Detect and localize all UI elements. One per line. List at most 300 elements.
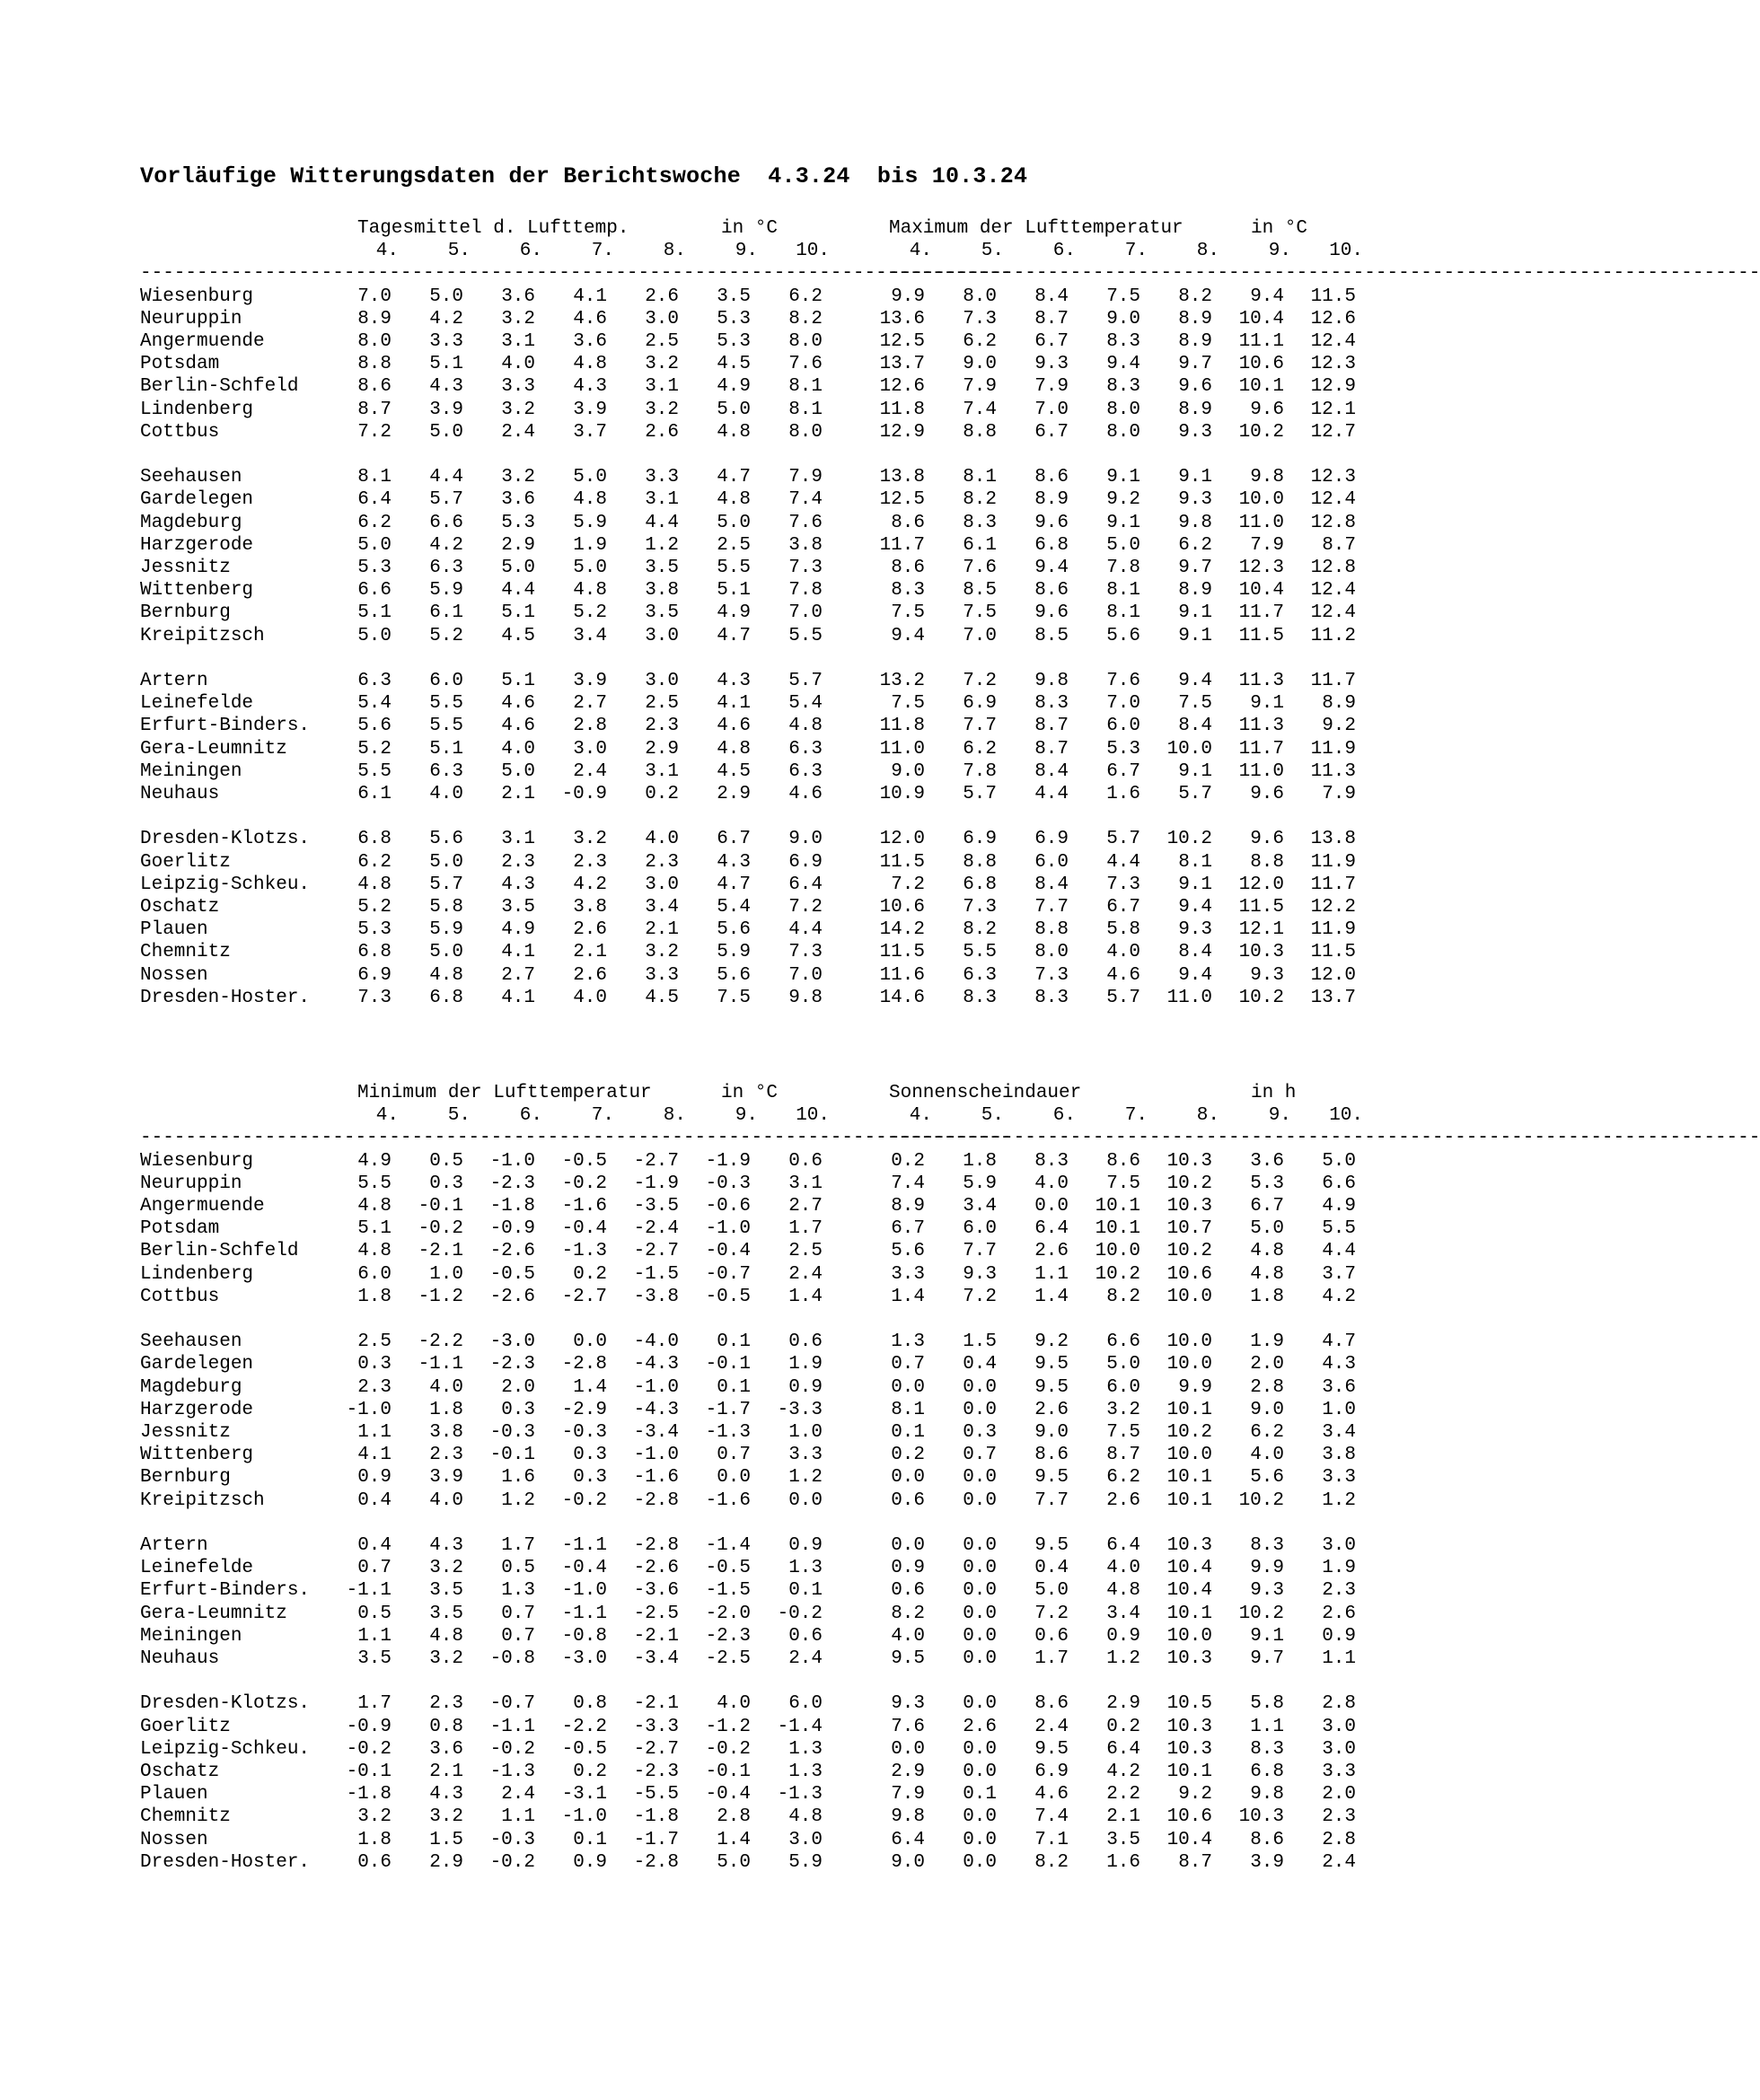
value-cell: 0.0	[963, 1829, 997, 1850]
value-cell: 12.5	[879, 331, 925, 352]
value-cell: 2.3	[645, 716, 679, 737]
table-row	[0, 760, 1485, 783]
value-cell: 8.7	[1034, 308, 1069, 329]
value-cell: -2.6	[489, 1241, 535, 1262]
value-cell: 6.9	[963, 829, 997, 850]
value-cell: 10.3	[1166, 1196, 1212, 1217]
value-cell: 12.0	[879, 829, 925, 850]
station-name: Neuruppin	[140, 1173, 242, 1194]
value-cell: 9.1	[1250, 1625, 1284, 1647]
value-cell: 0.8	[429, 1716, 463, 1737]
value-cell: 2.3	[357, 1376, 392, 1398]
value-cell: 1.4	[1034, 1286, 1069, 1307]
value-cell: 4.1	[501, 987, 535, 1008]
value-cell: 7.0	[1106, 693, 1140, 715]
value-cell: 2.9	[717, 784, 751, 804]
value-cell: 4.3	[717, 851, 751, 873]
value-cell: 6.2	[1178, 534, 1212, 556]
day-label: 9.	[735, 241, 758, 262]
value-cell: 0.7	[717, 1445, 751, 1466]
value-cell: 10.2	[1238, 1489, 1284, 1511]
value-cell: -0.2	[561, 1173, 607, 1194]
value-cell: 12.2	[1310, 897, 1356, 918]
value-cell: 3.5	[1106, 1829, 1140, 1850]
value-cell: 8.6	[891, 558, 925, 578]
table-row	[0, 488, 1485, 511]
value-cell: 11.6	[879, 964, 925, 986]
value-cell: 5.1	[429, 738, 463, 760]
value-cell: 10.3	[1166, 1738, 1212, 1760]
value-cell: 7.5	[963, 602, 997, 624]
value-cell: 9.8	[1250, 467, 1284, 488]
value-cell: 8.8	[963, 421, 997, 443]
value-cell: 10.2	[1238, 1603, 1284, 1624]
value-cell: 1.7	[1034, 1648, 1069, 1669]
value-cell: 0.2	[573, 1263, 607, 1285]
value-cell: 2.9	[645, 738, 679, 760]
value-cell: 6.8	[429, 987, 463, 1008]
value-cell: -2.6	[489, 1286, 535, 1307]
value-cell: 3.2	[645, 942, 679, 963]
station-name: Gardelegen	[140, 1354, 254, 1375]
station-name: Magdeburg	[140, 1376, 242, 1398]
value-cell: 10.3	[1166, 1535, 1212, 1556]
value-cell: 9.7	[1178, 558, 1212, 578]
value-cell: 4.1	[717, 693, 751, 715]
value-cell: -2.6	[633, 1558, 679, 1579]
value-cell: 3.3	[788, 1445, 823, 1466]
value-cell: 5.5	[429, 716, 463, 737]
value-cell: 6.7	[1106, 760, 1140, 782]
value-cell: 7.3	[963, 308, 997, 329]
value-cell: 6.2	[1106, 1467, 1140, 1489]
value-cell: 5.0	[717, 1851, 751, 1873]
value-cell: -1.6	[705, 1489, 751, 1511]
value-cell: 7.8	[1106, 558, 1140, 578]
value-cell: 5.5	[429, 693, 463, 715]
value-cell: 8.2	[963, 919, 997, 941]
value-cell: 4.6	[501, 716, 535, 737]
value-cell: 9.1	[1178, 760, 1212, 782]
value-cell: 3.2	[573, 829, 607, 850]
value-cell: 5.0	[573, 558, 607, 578]
value-cell: 3.0	[1322, 1535, 1356, 1556]
value-cell: 9.7	[1250, 1648, 1284, 1669]
value-cell: 3.6	[1250, 1150, 1284, 1172]
value-cell: 0.0	[963, 1376, 997, 1398]
value-cell: 7.4	[1034, 1806, 1069, 1828]
value-cell: 11.5	[879, 942, 925, 963]
value-cell: 2.9	[429, 1851, 463, 1873]
table-row	[0, 1851, 1485, 1874]
value-cell: -0.8	[561, 1625, 607, 1647]
value-cell: -1.6	[561, 1196, 607, 1217]
value-cell: 4.0	[891, 1625, 925, 1647]
value-cell: 0.0	[963, 1762, 997, 1782]
value-cell: 5.0	[717, 512, 751, 533]
value-cell: 4.8	[357, 1196, 392, 1217]
value-cell: 8.3	[963, 512, 997, 533]
value-cell: 8.3	[1106, 331, 1140, 352]
value-cell: -0.5	[489, 1263, 535, 1285]
table-row	[0, 1603, 1485, 1625]
value-cell: 4.8	[357, 874, 392, 895]
value-cell: 10.3	[1166, 1716, 1212, 1737]
value-cell: 8.1	[1106, 602, 1140, 624]
value-cell: 6.4	[1106, 1535, 1140, 1556]
table-row	[0, 602, 1485, 624]
station-name: Cottbus	[140, 1286, 220, 1307]
value-cell: -3.3	[633, 1716, 679, 1737]
value-cell: 8.1	[788, 376, 823, 398]
value-cell: -0.4	[561, 1218, 607, 1240]
value-cell: 10.1	[1238, 376, 1284, 398]
value-cell: 9.0	[1034, 1422, 1069, 1443]
value-cell: 6.0	[1106, 716, 1140, 737]
value-cell: 7.5	[717, 987, 751, 1008]
value-cell: 11.3	[1310, 760, 1356, 782]
value-cell: -3.4	[633, 1648, 679, 1669]
value-cell: 6.7	[1034, 421, 1069, 443]
value-cell: 10.3	[1238, 1806, 1284, 1828]
table-row	[0, 512, 1485, 534]
value-cell: 6.0	[1106, 1376, 1140, 1398]
value-cell: 4.9	[357, 1150, 392, 1172]
value-cell: -0.3	[705, 1173, 751, 1194]
left-divider: -----------------------------------------------------------------------------	[140, 1128, 1012, 1149]
value-cell: 0.0	[1034, 1196, 1069, 1217]
value-cell: 10.6	[1166, 1263, 1212, 1285]
value-cell: 7.3	[963, 897, 997, 918]
table-row	[0, 941, 1485, 963]
value-cell: 7.7	[1034, 897, 1069, 918]
value-cell: 4.9	[717, 376, 751, 398]
value-cell: 1.2	[501, 1489, 535, 1511]
value-cell: 5.5	[357, 760, 392, 782]
day-label: 8.	[1196, 241, 1219, 262]
value-cell: 0.0	[788, 1489, 823, 1511]
value-cell: 4.7	[717, 625, 751, 646]
value-cell: 10.1	[1166, 1762, 1212, 1782]
value-cell: 11.5	[1310, 942, 1356, 963]
table-row	[0, 896, 1485, 918]
station-name: Wittenberg	[140, 580, 254, 602]
table-row	[0, 1240, 1485, 1262]
value-cell: 2.7	[788, 1196, 823, 1217]
station-name: Angermuende	[140, 331, 265, 352]
value-cell: 1.4	[573, 1376, 607, 1398]
value-cell: 8.7	[1034, 738, 1069, 760]
value-cell: 11.9	[1310, 919, 1356, 941]
value-cell: 9.8	[1178, 512, 1212, 533]
value-cell: 5.6	[357, 716, 392, 737]
value-cell: 11.2	[1310, 625, 1356, 646]
value-cell: -0.7	[489, 1693, 535, 1715]
table-row	[0, 557, 1485, 579]
table-row	[0, 330, 1485, 353]
value-cell: 0.1	[788, 1580, 823, 1602]
value-cell: -0.2	[346, 1738, 392, 1760]
value-cell: 8.8	[1034, 919, 1069, 941]
table-row	[0, 534, 1485, 557]
value-cell: 3.2	[429, 1558, 463, 1579]
day-label: 10.	[1329, 241, 1363, 262]
value-cell: 6.7	[717, 829, 751, 850]
value-cell: 8.6	[1034, 1445, 1069, 1466]
station-name: Chemnitz	[140, 1806, 231, 1828]
day-header-row	[0, 240, 1485, 262]
value-cell: 2.1	[1106, 1806, 1140, 1828]
value-cell: 2.1	[573, 942, 607, 963]
value-cell: 0.6	[891, 1489, 925, 1511]
value-cell: 10.4	[1238, 308, 1284, 329]
value-cell: 1.3	[788, 1558, 823, 1579]
value-cell: 0.9	[788, 1376, 823, 1398]
value-cell: 1.8	[357, 1286, 392, 1307]
value-cell: 8.4	[1034, 760, 1069, 782]
value-cell: 6.0	[357, 1263, 392, 1285]
value-cell: 0.9	[573, 1851, 607, 1873]
value-cell: 5.9	[429, 580, 463, 602]
value-cell: 4.0	[429, 784, 463, 804]
value-cell: 10.0	[1095, 1241, 1140, 1262]
value-cell: 14.6	[879, 987, 925, 1008]
value-cell: 0.6	[891, 1580, 925, 1602]
value-cell: 9.6	[1250, 829, 1284, 850]
value-cell: 13.2	[879, 671, 925, 691]
value-cell: 2.8	[1322, 1829, 1356, 1850]
value-cell: 4.7	[1322, 1331, 1356, 1353]
value-cell: -4.3	[633, 1354, 679, 1375]
value-cell: 2.8	[573, 716, 607, 737]
value-cell: 6.4	[1106, 1738, 1140, 1760]
value-cell: 8.8	[963, 851, 997, 873]
value-cell: 4.5	[501, 625, 535, 646]
value-cell: 2.6	[1034, 1241, 1069, 1262]
value-cell: 2.3	[1322, 1580, 1356, 1602]
value-cell: 7.2	[357, 421, 392, 443]
value-cell: 8.1	[1178, 851, 1212, 873]
value-cell: 10.1	[1095, 1196, 1140, 1217]
value-cell: -0.2	[705, 1738, 751, 1760]
value-cell: 0.0	[963, 1851, 997, 1873]
value-cell: 4.6	[573, 308, 607, 329]
value-cell: 0.0	[891, 1376, 925, 1398]
value-cell: -0.9	[489, 1218, 535, 1240]
station-name: Wiesenburg	[140, 286, 254, 307]
value-cell: 1.7	[357, 1693, 392, 1715]
station-name: Bernburg	[140, 1467, 231, 1489]
value-cell: -1.0	[561, 1580, 607, 1602]
value-cell: 5.0	[1034, 1580, 1069, 1602]
table-row	[0, 1806, 1485, 1828]
value-cell: 7.0	[788, 602, 823, 624]
value-cell: 5.7	[1106, 987, 1140, 1008]
left-table-title: Minimum der Lufttemperatur	[357, 1083, 652, 1103]
value-cell: 7.3	[357, 987, 392, 1008]
station-name: Jessnitz	[140, 1422, 231, 1443]
value-cell: 4.2	[429, 308, 463, 329]
table-row	[0, 670, 1485, 692]
value-cell: 5.6	[1106, 625, 1140, 646]
value-cell: -1.1	[561, 1535, 607, 1556]
value-cell: 0.3	[501, 1399, 535, 1420]
station-name: Neuhaus	[140, 1648, 220, 1669]
value-cell: 6.3	[429, 558, 463, 578]
value-cell: 4.3	[717, 671, 751, 691]
value-cell: 3.3	[1322, 1467, 1356, 1489]
value-cell: -1.1	[418, 1354, 463, 1375]
value-cell: -2.0	[705, 1603, 751, 1624]
station-name: Cottbus	[140, 421, 220, 443]
value-cell: 5.2	[357, 738, 392, 760]
value-cell: -2.7	[633, 1241, 679, 1262]
value-cell: 3.5	[645, 558, 679, 578]
value-cell: -2.8	[633, 1535, 679, 1556]
value-cell: 9.3	[1178, 489, 1212, 511]
table-row	[0, 964, 1485, 987]
value-cell: 3.2	[429, 1648, 463, 1669]
value-cell: 7.2	[891, 874, 925, 895]
value-cell: 8.6	[891, 512, 925, 533]
value-cell: 3.6	[501, 286, 535, 307]
value-cell: 0.0	[963, 1603, 997, 1624]
value-cell: 3.3	[429, 331, 463, 352]
value-cell: 12.3	[1238, 558, 1284, 578]
value-cell: 8.2	[788, 308, 823, 329]
left-divider: -----------------------------------------------------------------------------	[140, 263, 1012, 285]
day-label: 6.	[1052, 241, 1076, 262]
value-cell: 3.4	[645, 897, 679, 918]
value-cell: 3.1	[645, 376, 679, 398]
value-cell: 5.6	[1250, 1467, 1284, 1489]
value-cell: 2.5	[717, 534, 751, 556]
value-cell: 6.2	[963, 738, 997, 760]
value-cell: -0.4	[561, 1558, 607, 1579]
value-cell: 7.6	[1106, 671, 1140, 691]
value-cell: 6.1	[357, 784, 392, 804]
value-cell: 2.9	[501, 534, 535, 556]
value-cell: -1.3	[705, 1422, 751, 1443]
value-cell: 6.3	[357, 671, 392, 691]
value-cell: 4.2	[429, 534, 463, 556]
value-cell: 3.0	[788, 1829, 823, 1850]
value-cell: 8.3	[1106, 376, 1140, 398]
value-cell: -1.9	[633, 1173, 679, 1194]
value-cell: 2.5	[645, 331, 679, 352]
value-cell: 11.0	[1238, 760, 1284, 782]
value-cell: 1.4	[788, 1286, 823, 1307]
value-cell: 0.0	[963, 1558, 997, 1579]
value-cell: 8.7	[1034, 716, 1069, 737]
value-cell: 5.3	[717, 331, 751, 352]
value-cell: 4.8	[717, 421, 751, 443]
value-cell: 0.3	[573, 1467, 607, 1489]
value-cell: 2.5	[357, 1331, 392, 1353]
value-cell: 1.1	[357, 1422, 392, 1443]
value-cell: 12.1	[1310, 399, 1356, 420]
station-name: Dresden-Hoster.	[140, 987, 311, 1008]
value-cell: 5.2	[573, 602, 607, 624]
value-cell: 7.7	[963, 716, 997, 737]
table-row	[0, 715, 1485, 737]
value-cell: 8.0	[1106, 399, 1140, 420]
value-cell: 1.0	[429, 1263, 463, 1285]
value-cell: 3.3	[891, 1263, 925, 1285]
value-cell: 0.0	[963, 1806, 997, 1828]
value-cell: 1.9	[1250, 1331, 1284, 1353]
value-cell: 4.8	[1250, 1263, 1284, 1285]
day-label: 7.	[1124, 1105, 1148, 1127]
right-table-title: Sonnenscheindauer	[889, 1083, 1082, 1103]
value-cell: 1.3	[891, 1331, 925, 1353]
table-row	[0, 1738, 1485, 1761]
value-cell: -2.1	[418, 1241, 463, 1262]
value-cell: 0.7	[963, 1445, 997, 1466]
day-label: 10.	[796, 241, 830, 262]
value-cell: 0.0	[963, 1648, 997, 1669]
value-cell: -2.7	[633, 1150, 679, 1172]
station-name: Potsdam	[140, 1218, 220, 1240]
station-name: Dresden-Klotzs.	[140, 829, 311, 850]
value-cell: 6.1	[429, 602, 463, 624]
day-label: 5.	[447, 1105, 471, 1127]
value-cell: -0.4	[705, 1784, 751, 1806]
table-row	[0, 1376, 1485, 1399]
right-table-title: Maximum der Lufttemperatur	[889, 218, 1184, 239]
value-cell: 11.9	[1310, 851, 1356, 873]
value-cell: 11.0	[1238, 512, 1284, 533]
value-cell: 0.0	[963, 1738, 997, 1760]
value-cell: 8.9	[1178, 331, 1212, 352]
value-cell: -0.5	[561, 1150, 607, 1172]
value-cell: -1.0	[633, 1445, 679, 1466]
value-cell: 5.7	[1178, 784, 1212, 804]
value-cell: 6.3	[788, 738, 823, 760]
value-cell: 1.0	[788, 1422, 823, 1443]
value-cell: 6.3	[963, 964, 997, 986]
value-cell: 5.3	[357, 558, 392, 578]
value-cell: 10.0	[1166, 1625, 1212, 1647]
value-cell: 8.9	[1034, 489, 1069, 511]
day-label: 8.	[663, 241, 686, 262]
value-cell: 8.1	[357, 467, 392, 488]
value-cell: 11.0	[879, 738, 925, 760]
value-cell: 10.1	[1095, 1218, 1140, 1240]
table-row	[0, 579, 1485, 602]
value-cell: 5.8	[429, 897, 463, 918]
value-cell: 0.1	[963, 1784, 997, 1806]
value-cell: 0.6	[788, 1625, 823, 1647]
station-name: Angermuende	[140, 1196, 265, 1217]
station-name: Plauen	[140, 919, 208, 941]
value-cell: 11.5	[1238, 897, 1284, 918]
station-name: Leipzig-Schkeu.	[140, 874, 311, 895]
value-cell: 5.4	[717, 897, 751, 918]
value-cell: 6.9	[963, 693, 997, 715]
value-cell: -1.7	[705, 1399, 751, 1420]
value-cell: 7.7	[1034, 1489, 1069, 1511]
value-cell: -0.1	[489, 1445, 535, 1466]
value-cell: 4.8	[357, 1241, 392, 1262]
value-cell: -2.2	[561, 1716, 607, 1737]
value-cell: 11.9	[1310, 738, 1356, 760]
value-cell: 5.0	[1250, 1218, 1284, 1240]
table-row	[0, 625, 1485, 647]
value-cell: 0.9	[1106, 1625, 1140, 1647]
value-cell: 9.1	[1178, 467, 1212, 488]
value-cell: 0.2	[1106, 1716, 1140, 1737]
